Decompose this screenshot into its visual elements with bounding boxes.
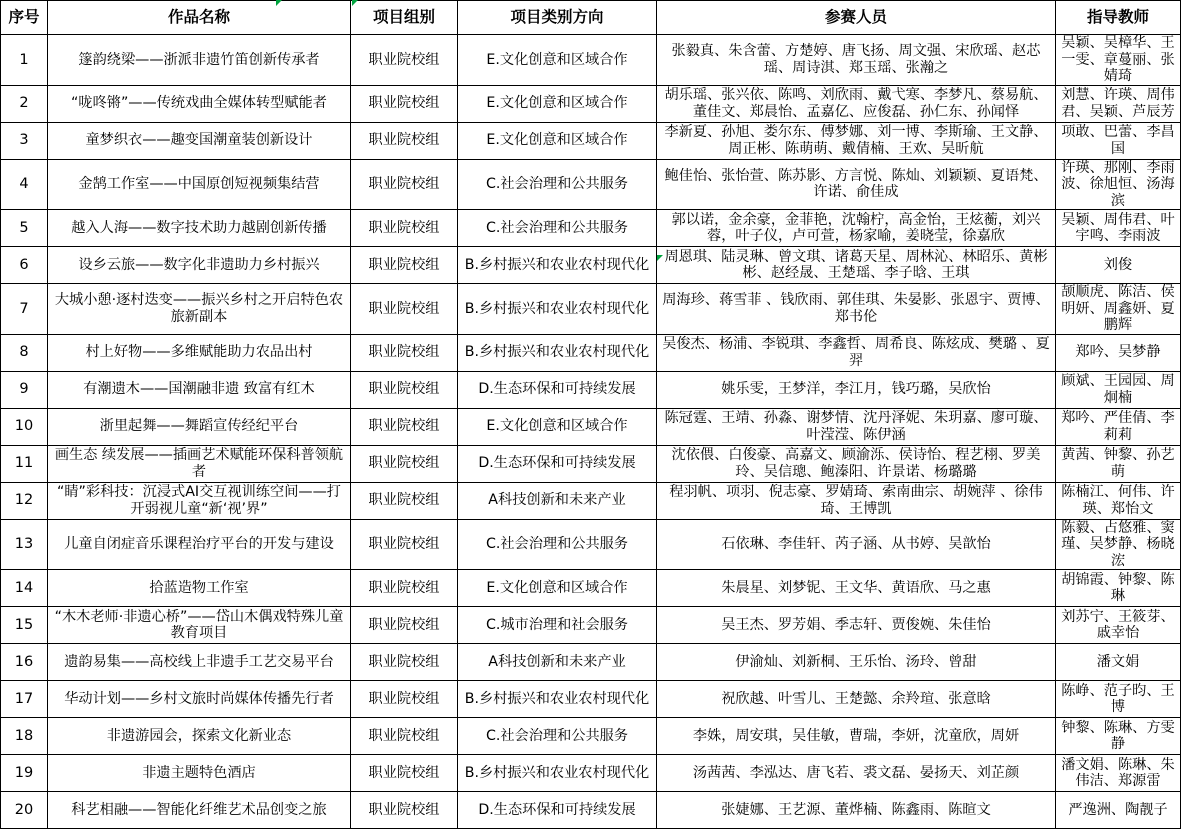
table-row (1, 210, 1181, 247)
cell-category[interactable]: C.城市治理和社会服务 (458, 607, 657, 644)
cell-group[interactable]: 职业院校组 (351, 445, 458, 482)
cell-title[interactable]: 有潮遗木——国潮融非遗 致富有红木 (48, 371, 351, 408)
cell-teachers[interactable]: 胡锦霞、钟黎、陈琳 (1056, 570, 1181, 607)
cell-teachers[interactable]: 刘俊 (1056, 247, 1181, 284)
cell-participants[interactable]: 周恩琪、陆灵琳、曾文琪、诸葛天星、周林沁、林昭乐、黄彬彬、赵经晟、王楚瑶、李子晗、王琪 (657, 247, 1056, 284)
cell-group[interactable]: 职业院校组 (351, 247, 458, 284)
cell-title[interactable]: 村上好物——多维赋能助力农品出村 (48, 334, 351, 371)
cell-title[interactable]: 拾蓝造物工作室 (48, 570, 351, 607)
table-row (1, 85, 1181, 122)
cell-participants[interactable]: 吴王杰、罗芳娟、季志轩、贾俊婉、朱佳怡 (657, 607, 1056, 644)
cell-participants[interactable]: 张毅真、朱含蕾、方楚婷、唐飞扬、周文强、宋欣瑶、赵芯瑶、周诗淇、郑玉瑶、张瀚之 (657, 35, 1056, 86)
header-title[interactable]: 作品名称 (48, 1, 351, 35)
cell-teachers[interactable]: 刘苏宁、王筱芽、戚幸怡 (1056, 607, 1181, 644)
cell-teachers[interactable]: 许瑛、那刚、李雨波、徐旭恒、汤海滨 (1056, 159, 1181, 210)
cell-title[interactable]: 非遗游园会，探索文化新业态 (48, 718, 351, 755)
cell-participants[interactable]: 姚乐雯，王梦洋，李江月，钱巧璐，吴欣怡 (657, 371, 1056, 408)
table-row (1, 681, 1181, 718)
header-group[interactable]: 项目组别 (351, 1, 458, 35)
cell-category[interactable]: D.生态环保和可持续发展 (458, 445, 657, 482)
cell-group[interactable]: 职业院校组 (351, 159, 458, 210)
cell-participants[interactable]: 程羽帆、项羽、倪志豪、罗婧琦、索南曲宗、胡婉萍 、徐伟琦、王博凯 (657, 482, 1056, 519)
cell-title[interactable]: 浙里起舞——舞蹈宣传经纪平台 (48, 408, 351, 445)
cell-teachers[interactable]: 项敢、巴蕾、李昌国 (1056, 122, 1181, 159)
cell-seq[interactable]: 7 (1, 284, 48, 335)
table-row (1, 247, 1181, 284)
cell-category[interactable]: C.社会治理和公共服务 (458, 159, 657, 210)
table-row (1, 122, 1181, 159)
cell-participants[interactable]: 李新夏、孙旭、娄尔东、傅梦娜、刘一博、李斯瑜、王文静、周正彬、陈萌萌、戴倩楠、王欢、吴昕航 (657, 122, 1056, 159)
table-row (1, 519, 1181, 570)
cell-teachers[interactable]: 陈楠江、何伟、许瑛、郑怡文 (1056, 482, 1181, 519)
cell-participants[interactable]: 胡乐瑶、张兴依、陈鸣、刘欣雨、戴弋寒、李梦凡、蔡易航、董佳文、郑晨怡、孟嘉亿、应俊磊、孙仁东、孙闻怿 (657, 85, 1056, 122)
cell-group[interactable]: 职业院校组 (351, 718, 458, 755)
cell-teachers[interactable]: 潘文娟、陈琳、朱伟洁、郑源雷 (1056, 755, 1181, 792)
cell-seq[interactable]: 2 (1, 85, 48, 122)
cell-group[interactable]: 职业院校组 (351, 334, 458, 371)
cell-seq[interactable]: 14 (1, 570, 48, 607)
cell-teachers[interactable]: 吴颖、吴樟华、王一雯、章蔓丽、张婧琦 (1056, 35, 1181, 86)
cell-seq[interactable]: 1 (1, 35, 48, 86)
cell-title[interactable]: 大城小憩·逐村迭变——振兴乡村之开启特色农旅新副本 (48, 284, 351, 335)
cell-category[interactable]: D.生态环保和可持续发展 (458, 792, 657, 829)
cell-participants[interactable]: 伊渝灿、刘新桐、王乐怡、汤玲、曾甜 (657, 644, 1056, 681)
cell-participants[interactable]: 祝欣越、叶雪儿、王楚懿、余羚瑄、张意晗 (657, 681, 1056, 718)
cell-teachers[interactable]: 钟黎、陈琳、方雯静 (1056, 718, 1181, 755)
cell-title[interactable]: 华动计划——乡村文旅时尚媒体传播先行者 (48, 681, 351, 718)
cell-title[interactable]: 金鹄工作室——中国原创短视频集结营 (48, 159, 351, 210)
cell-seq[interactable]: 10 (1, 408, 48, 445)
cell-title[interactable]: 篴韵绕梁——浙派非遗竹笛创新传承者 (48, 35, 351, 86)
cell-seq[interactable]: 11 (1, 445, 48, 482)
table-row (1, 35, 1181, 86)
cell-teachers[interactable]: 郑吟、严佳倩、李莉莉 (1056, 408, 1181, 445)
cell-seq[interactable]: 13 (1, 519, 48, 570)
cell-seq[interactable]: 18 (1, 718, 48, 755)
cell-teachers[interactable]: 郑吟、吴梦静 (1056, 334, 1181, 371)
table-row (1, 445, 1181, 482)
cell-seq[interactable]: 20 (1, 792, 48, 829)
cell-title[interactable]: “睛”彩科技：沉浸式AI交互视训练空间——打开弱视儿童“新‘视’界” (48, 482, 351, 519)
cell-group[interactable]: 职业院校组 (351, 371, 458, 408)
table-row (1, 408, 1181, 445)
cell-seq[interactable]: 9 (1, 371, 48, 408)
header-teachers[interactable]: 指导教师 (1056, 1, 1181, 35)
cell-seq[interactable]: 8 (1, 334, 48, 371)
header-participants[interactable]: 参赛人员 (657, 1, 1056, 35)
cell-teachers[interactable]: 陈毅、占悠雅、窦瑾、吴梦静、杨晓浤 (1056, 519, 1181, 570)
cell-group[interactable]: 职业院校组 (351, 284, 458, 335)
cell-title[interactable]: 儿童自闭症音乐课程治疗平台的开发与建设 (48, 519, 351, 570)
cell-participants[interactable]: 周海珍、蒋雪菲 、钱欣雨、郭佳琪、朱晏影、张恩宇、贾博、郑书伦 (657, 284, 1056, 335)
cell-title[interactable]: “木木老师·非遗心桥”——岱山木偶戏特殊儿童教育项目 (48, 607, 351, 644)
cell-teachers[interactable]: 潘文娟 (1056, 644, 1181, 681)
cell-group[interactable]: 职业院校组 (351, 570, 458, 607)
header-seq[interactable]: 序号 (1, 1, 48, 35)
cell-category[interactable]: B.乡村振兴和农业农村现代化 (458, 284, 657, 335)
cell-group[interactable]: 职业院校组 (351, 85, 458, 122)
cell-title[interactable]: 科艺相融——智能化纤维艺术品创变之旅 (48, 792, 351, 829)
table-row (1, 718, 1181, 755)
table-row (1, 755, 1181, 792)
table-row (1, 284, 1181, 335)
table-row (1, 371, 1181, 408)
cell-category[interactable]: B.乡村振兴和农业农村现代化 (458, 334, 657, 371)
cell-category[interactable]: C.社会治理和公共服务 (458, 210, 657, 247)
cell-seq[interactable]: 17 (1, 681, 48, 718)
cell-category[interactable]: E.文化创意和区域合作 (458, 570, 657, 607)
cell-category[interactable]: E.文化创意和区域合作 (458, 408, 657, 445)
table-row (1, 570, 1181, 607)
cell-teachers[interactable]: 陈峥、范子昀、王博 (1056, 681, 1181, 718)
cell-title[interactable]: 童梦织衣——趣变国潮童装创新设计 (48, 122, 351, 159)
cell-seq[interactable]: 19 (1, 755, 48, 792)
cell-group[interactable]: 职业院校组 (351, 607, 458, 644)
cell-group[interactable]: 职业院校组 (351, 408, 458, 445)
cell-category[interactable]: D.生态环保和可持续发展 (458, 371, 657, 408)
cell-participants[interactable]: 朱晨星、刘梦铌、王文华、黄语欣、马之惠 (657, 570, 1056, 607)
table-row (1, 482, 1181, 519)
cell-participants[interactable]: 李姝，周安琪，吴佳敏，曹瑞，李妍，沈童欣，周妍 (657, 718, 1056, 755)
cell-teachers[interactable]: 黄茜、钟黎、孙艺萌 (1056, 445, 1181, 482)
cell-seq[interactable]: 4 (1, 159, 48, 210)
cell-title[interactable]: 设乡云旅——数字化非遗助力乡村振兴 (48, 247, 351, 284)
cell-category[interactable]: A科技创新和未来产业 (458, 644, 657, 681)
cell-teachers[interactable]: 顾斌、王园园、周炯楠 (1056, 371, 1181, 408)
cell-title[interactable]: “咙咚锵”——传统戏曲全媒体转型赋能者 (48, 85, 351, 122)
cell-participants[interactable]: 石依琳、李佳轩、芮子涵、从书婷、吴歆怡 (657, 519, 1056, 570)
cell-seq[interactable]: 16 (1, 644, 48, 681)
cell-title[interactable]: 遗韵易集——高校线上非遗手工艺交易平台 (48, 644, 351, 681)
cell-group[interactable]: 职业院校组 (351, 644, 458, 681)
cell-seq[interactable]: 3 (1, 122, 48, 159)
header-row (1, 1, 1181, 35)
cell-category[interactable]: C.社会治理和公共服务 (458, 519, 657, 570)
cell-participants[interactable]: 沈依偎、白俊豪、高嘉文、顾渝泺、侯诗怡、程艺栩、罗美玲、吴信璁、鲍溱阳、许景诺、杨璐璐 (657, 445, 1056, 482)
cell-category[interactable]: B.乡村振兴和农业农村现代化 (458, 755, 657, 792)
cell-teachers[interactable]: 刘慧、许瑛、周伟君、吴颖、芦辰芳 (1056, 85, 1181, 122)
cell-seq[interactable]: 5 (1, 210, 48, 247)
cell-seq[interactable]: 12 (1, 482, 48, 519)
header-category[interactable]: 项目类别方向 (458, 1, 657, 35)
cell-participants[interactable]: 鲍佳怡、张怡萱、陈苏影、方言悦、陈灿、刘颖颖、夏语梵、许诺、俞佳成 (657, 159, 1056, 210)
cell-group[interactable]: 职业院校组 (351, 681, 458, 718)
cell-participants[interactable]: 陈冠霆、王靖、孙淼、谢梦情、沈丹泽妮、朱玥嘉、廖可璇、叶滢滢、陈伊涵 (657, 408, 1056, 445)
cell-category[interactable]: B.乡村振兴和农业农村现代化 (458, 247, 657, 284)
cell-category[interactable]: E.文化创意和区域合作 (458, 85, 657, 122)
cell-title[interactable]: 画生态 续发展——插画艺术赋能环保科普领航者 (48, 445, 351, 482)
cell-category[interactable]: B.乡村振兴和农业农村现代化 (458, 681, 657, 718)
table-row (1, 644, 1181, 681)
cell-seq[interactable]: 6 (1, 247, 48, 284)
cell-category[interactable]: A科技创新和未来产业 (458, 482, 657, 519)
table-row (1, 334, 1181, 371)
table-row (1, 792, 1181, 829)
cell-group[interactable]: 职业院校组 (351, 755, 458, 792)
cell-participants[interactable]: 汤茜茜、李泓达、唐飞若、裘文磊、晏扬天、刘芷颜 (657, 755, 1056, 792)
cell-category[interactable]: C.社会治理和公共服务 (458, 718, 657, 755)
cell-teachers[interactable]: 颉顺虎、陈洁、侯明妍、周鑫妍、夏鹏辉 (1056, 284, 1181, 335)
cell-group[interactable]: 职业院校组 (351, 210, 458, 247)
cell-teachers[interactable]: 严逸洲、陶靓子 (1056, 792, 1181, 829)
cell-teachers[interactable]: 吴颖、周伟君、叶宇鸣、李雨波 (1056, 210, 1181, 247)
table-row (1, 159, 1181, 210)
cell-participants[interactable]: 郭以诺，金余豪，金菲艳，沈翰柠，高金怡，王炫蘅，刘兴蓉，叶子仪，卢可萱，杨家喻，姜晓莹，徐嘉欣 (657, 210, 1056, 247)
cell-category[interactable]: E.文化创意和区域合作 (458, 122, 657, 159)
cell-title[interactable]: 越入人海——数字技术助力越剧创新传播 (48, 210, 351, 247)
cell-participants[interactable]: 张婕娜、王艺源、董烨楠、陈鑫雨、陈暄文 (657, 792, 1056, 829)
cell-group[interactable]: 职业院校组 (351, 122, 458, 159)
cell-group[interactable]: 职业院校组 (351, 35, 458, 86)
cell-title[interactable]: 非遗主题特色酒店 (48, 755, 351, 792)
cell-seq[interactable]: 15 (1, 607, 48, 644)
cell-participants[interactable]: 吴俊杰、杨浦、李锐琪、李鑫哲、周希良、陈炫成、樊璐 、夏羿 (657, 334, 1056, 371)
cell-group[interactable]: 职业院校组 (351, 482, 458, 519)
cell-category[interactable]: E.文化创意和区域合作 (458, 35, 657, 86)
cell-group[interactable]: 职业院校组 (351, 519, 458, 570)
cell-group[interactable]: 职业院校组 (351, 792, 458, 829)
table-row (1, 607, 1181, 644)
